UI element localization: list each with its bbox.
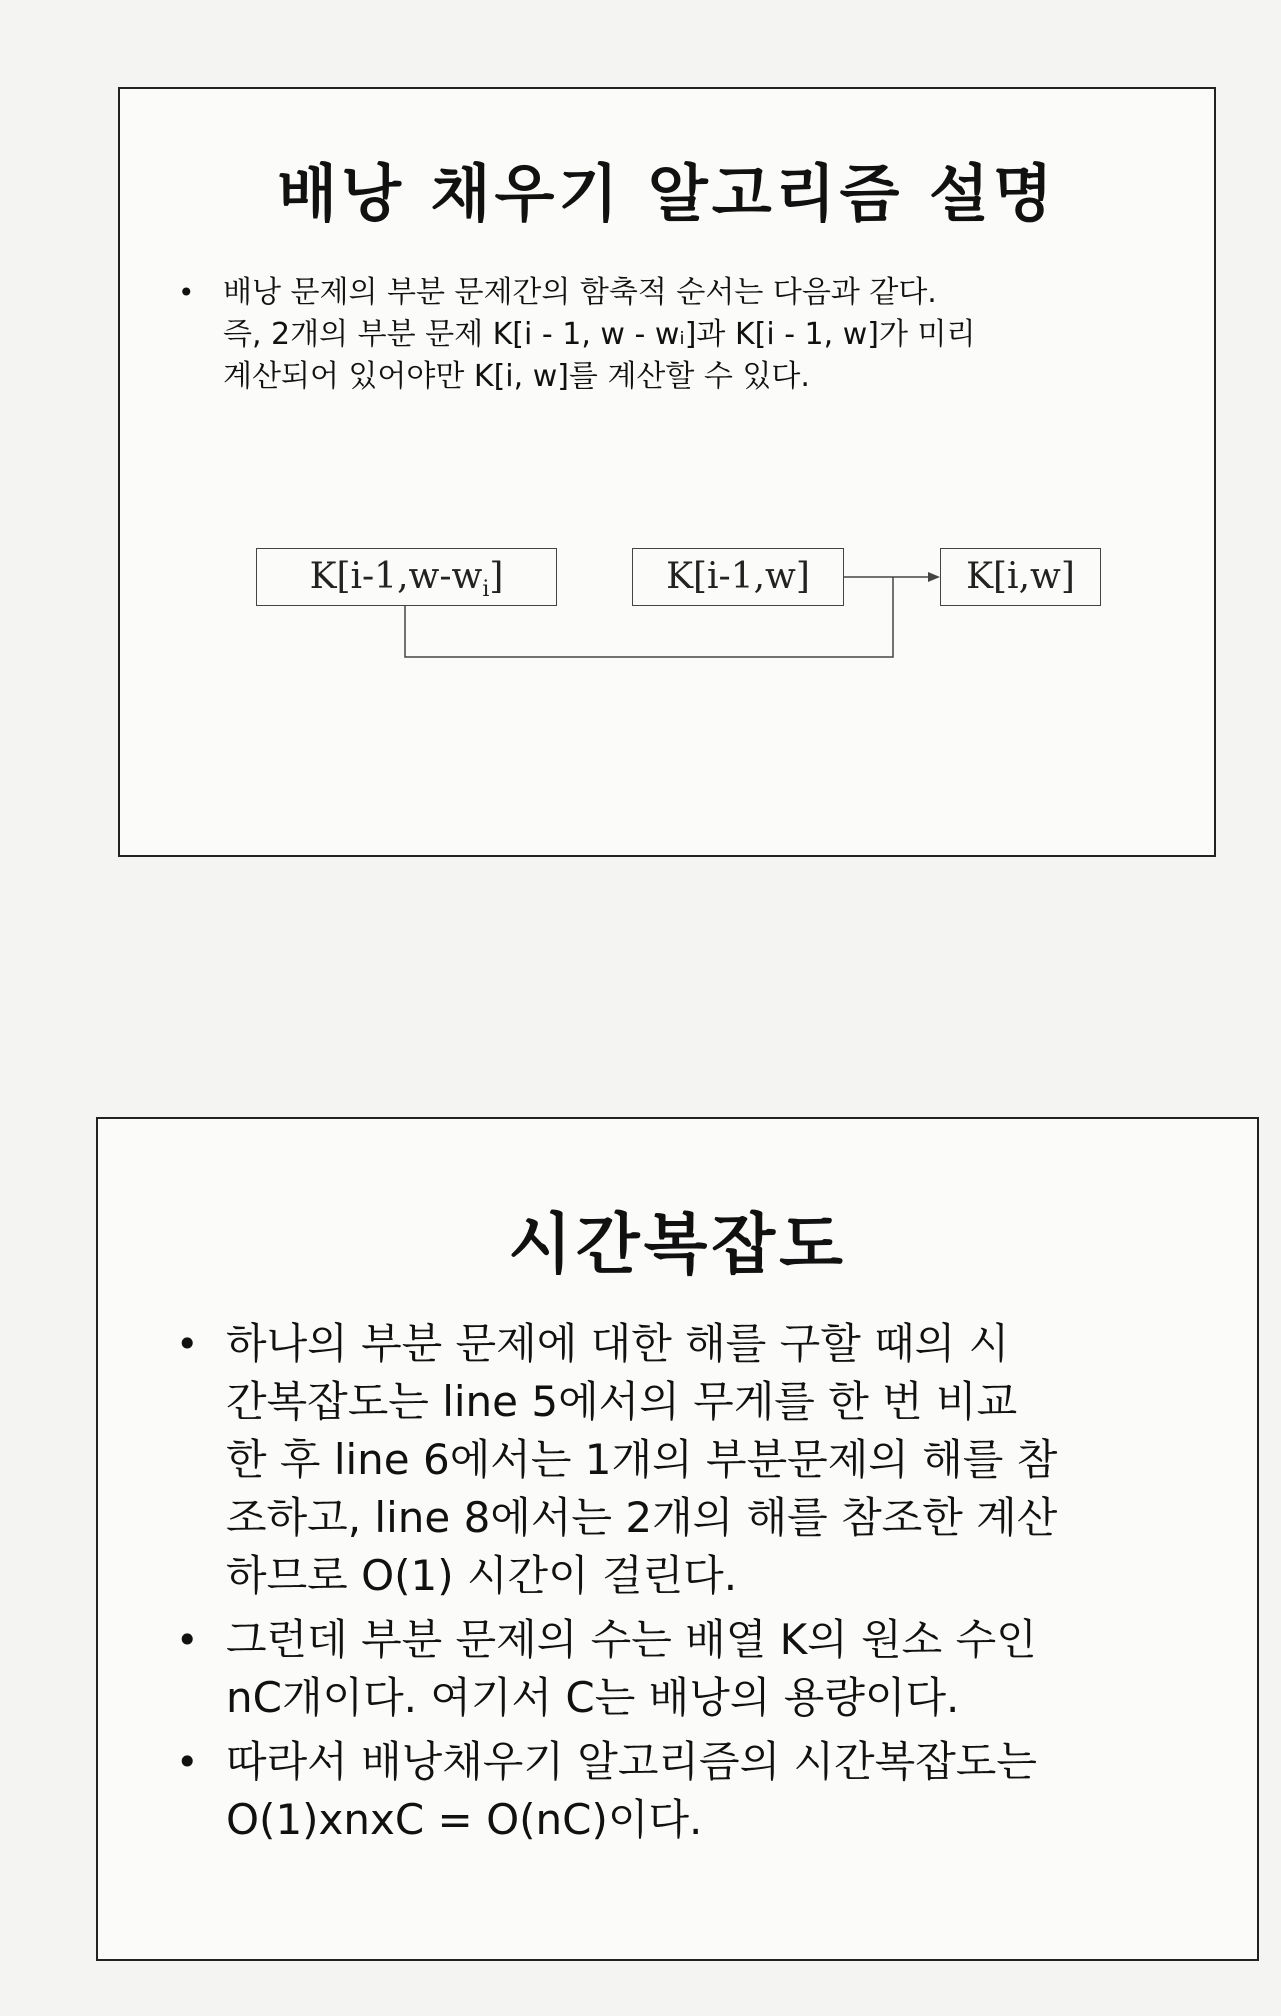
bullet-text-line: 즉, 2개의 부분 문제 K[i - 1, w - wᵢ]과 K[i - 1, w]가 미리 xyxy=(223,317,976,352)
box-label-end: ] xyxy=(489,556,504,597)
bullet-list xyxy=(178,272,1178,398)
box-label: K[i-1,w] xyxy=(666,556,810,597)
slide-title: 시간복잡도 xyxy=(508,1206,847,1283)
bullet-text-line: nC개이다. 여기서 C는 배낭의 용량이다. xyxy=(226,1673,960,1722)
subproblem-box-prev-row xyxy=(632,548,844,606)
bullet-text-line: O(1)xnxC = O(nC)이다. xyxy=(226,1795,703,1844)
bullet-text-line: 계산되어 있어야만 K[i, w]를 계산할 수 있다. xyxy=(223,359,810,394)
bullet-item xyxy=(178,272,1178,398)
box-label: K[i-1,w-w xyxy=(309,556,483,597)
bullet-text-line: 조하고, line 8에서는 2개의 해를 참조한 계산 xyxy=(226,1493,1058,1542)
arrow-head xyxy=(928,572,940,582)
bullet-text-line: 하나의 부분 문제에 대한 해를 구할 때의 시 xyxy=(226,1319,1010,1368)
bullet-dot: • xyxy=(176,1618,199,1662)
bullet-item xyxy=(176,1315,1216,1605)
bullet-dot: • xyxy=(178,276,195,309)
bullet-list xyxy=(176,1315,1216,1855)
bullet-item xyxy=(176,1611,1216,1727)
bullet-text-line: 따라서 배낭채우기 알고리즘의 시간복잡도는 xyxy=(226,1737,1037,1786)
bullet-dot: • xyxy=(176,1322,199,1366)
box-label-subscript: i xyxy=(482,577,490,603)
box-label: K[i,w] xyxy=(966,556,1075,597)
subproblem-box-prev-row-minus-weight xyxy=(256,548,557,606)
bullet-text-line: 간복잡도는 line 5에서의 무게를 한 번 비교 xyxy=(226,1377,1018,1426)
bullet-text-line: 배낭 문제의 부분 문제간의 함축적 순서는 다음과 같다. xyxy=(223,275,937,310)
bullet-item xyxy=(176,1733,1216,1849)
subproblem-box-current xyxy=(940,548,1101,606)
bullet-dot: • xyxy=(176,1740,199,1784)
bullet-text-line: 한 후 line 6에서는 1개의 부분문제의 해를 참 xyxy=(226,1435,1058,1484)
slide-knapsack-explanation xyxy=(118,87,1216,857)
slide-time-complexity xyxy=(96,1117,1259,1961)
slide-title: 배낭 채우기 알고리즘 설명 xyxy=(277,157,1057,230)
bullet-text-line: 하므로 O(1) 시간이 걸린다. xyxy=(226,1551,738,1600)
bullet-text-line: 그런데 부분 문제의 수는 배열 K의 원소 수인 xyxy=(226,1615,1037,1664)
